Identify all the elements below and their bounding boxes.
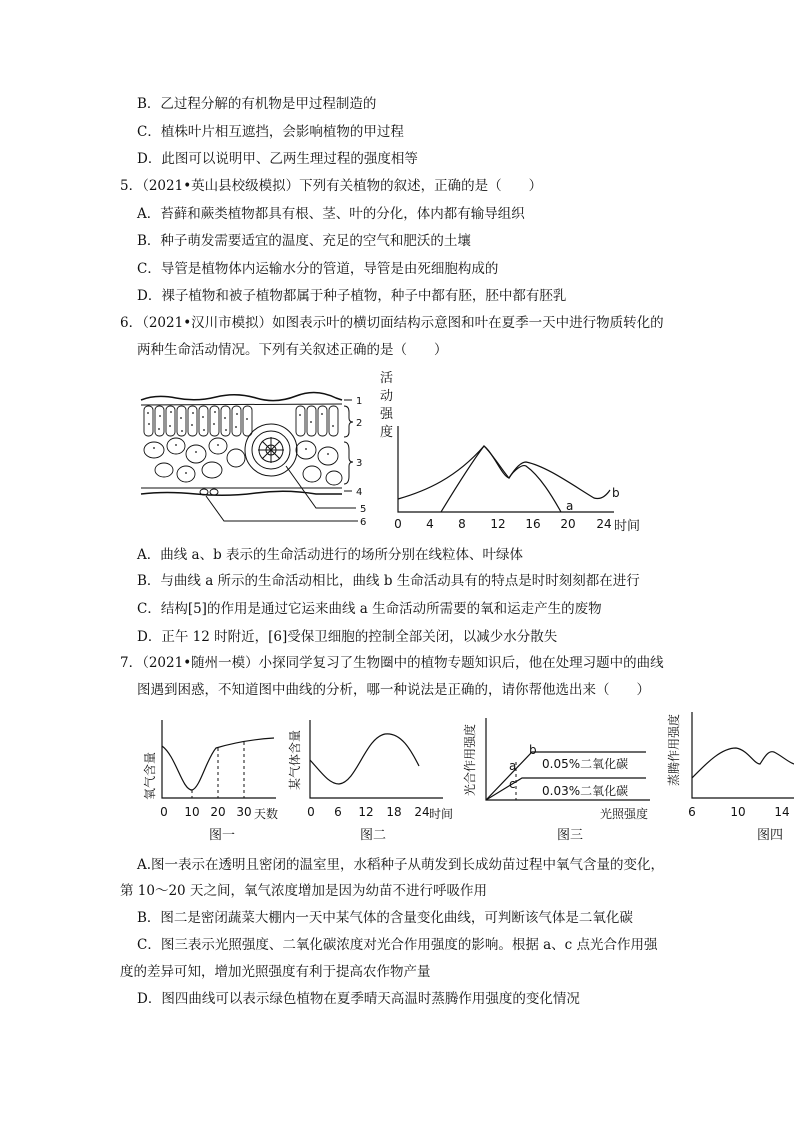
graph-xtick: 4: [426, 517, 434, 531]
q4-option-d: D．此图可以说明甲、乙两生理过程的强度相等: [137, 151, 418, 167]
fig2-xtick: 0: [307, 805, 315, 819]
fig3-caption: 图三: [556, 828, 584, 843]
graph-ylabel-char: 动: [380, 389, 394, 404]
graph-xtick: 24: [596, 517, 612, 531]
q6-option-c: C．结构[5]的作用是通过它运来曲线 a 生命活动所需要的氧和运走产生的废物: [137, 601, 602, 617]
fig3-point-a: a: [509, 759, 517, 773]
fig4-ylabel: 蒸腾作用强度: [667, 713, 681, 787]
q4-option-b: B．乙过程分解的有机物是甲过程制造的: [137, 96, 377, 112]
fig4-curve: [692, 748, 794, 778]
activity-intensity-graph: [376, 366, 656, 538]
fig2-xtick: 6: [334, 805, 342, 819]
fig2-xtick: 12: [358, 805, 374, 819]
fig1-x-unit: 天数: [254, 807, 279, 821]
fig1-ylabel: 氧气含量: [143, 751, 157, 801]
leaf-label-2: 2: [356, 418, 363, 429]
fig4-xtick: 14: [774, 805, 790, 819]
q7-option-a-line1: A.图一表示在透明且密闭的温室里，水稻种子从萌发到长成幼苗过程中氧气含量的变化，: [137, 857, 665, 873]
fig3-point-c: c: [509, 777, 516, 791]
graph-x-unit: 时间: [614, 519, 641, 534]
graph-ylabel-char: 度: [380, 425, 394, 440]
q6-option-d: D．正午 12 时附近，[6]受保卫细胞的控制全部关闭，以减少水分散失: [137, 629, 558, 645]
q4-option-c: C．植株叶片相互遮挡，会影响植物的甲过程: [137, 124, 404, 140]
q5-stem: 5．（2021•英山县校级模拟）下列有关植物的叙述，正确的是（ ）: [120, 178, 543, 194]
q5-option-c: C．导管是植物体内运输水分的管道，导管是由死细胞构成的: [137, 261, 499, 277]
fig2-xtick: 24: [414, 805, 430, 819]
q7-stem-line2: 图遇到困惑，不知道图中曲线的分析，哪一种说法是正确的，请你帮他选出来（ ）: [137, 682, 650, 698]
leaf-label-6: 6: [360, 517, 367, 528]
fig1-axes: [162, 720, 276, 798]
graph-ylabel-char: 活: [380, 371, 394, 386]
q7-option-c-line2: 度的差异可知，增加光照强度有利于提高农作物产量: [120, 964, 431, 980]
fig2-caption: 图二: [359, 828, 387, 843]
fig4-xtick: 10: [730, 805, 746, 819]
fig1-xtick: 30: [236, 805, 252, 819]
leaf-label-1: 1: [356, 396, 363, 407]
q7-option-a-line2: 第 10～20 天之间，氧气浓度增加是因为幼苗不进行呼吸作用: [120, 883, 487, 899]
q7-option-d: D．图四曲线可以表示绿色植物在夏季晴天高温时蒸腾作用强度的变化情况: [137, 991, 580, 1007]
graph-xtick: 12: [490, 517, 506, 531]
fig3-series-low: 0.03%二氧化碳: [542, 784, 629, 798]
q5-option-b: B．种子萌发需要适宜的温度、充足的空气和肥沃的土壤: [137, 233, 471, 249]
fig3-point-b: b: [529, 743, 537, 757]
fig2-ylabel: 某气体含量: [288, 729, 302, 791]
fig1-guide-lines: [192, 742, 244, 798]
q7-option-b: B．图二是密闭蔬菜大棚内一天中某气体的含量变化曲线，可判断该气体是二氧化碳: [137, 910, 633, 926]
fig4-caption: 图四: [756, 828, 784, 843]
fig1-caption: 图一: [208, 828, 236, 843]
q7-option-c-line1: C．图三表示光照强度、二氧化碳浓度对光合作用强度的影响。根据 a、c 点光合作用强: [137, 937, 658, 953]
figure-1: [140, 712, 290, 847]
fig2-axes: [310, 720, 443, 798]
graph-xtick: 8: [458, 517, 466, 531]
fig4-xtick: 6: [688, 805, 696, 819]
q5-option-d: D．裸子植物和被子植物都属于种子植物，种子中都有胚，胚中都有胚乳: [137, 288, 567, 304]
fig1-xtick: 10: [184, 805, 200, 819]
leaf-label-4: 4: [356, 487, 363, 498]
fig3-x-unit: 光照强度: [600, 807, 649, 821]
q6-stem-line1: 6．（2021•汉川市模拟）如图表示叶的横切面结构示意图和叶在夏季一天中进行物质转化的: [120, 315, 664, 331]
curve-a: [441, 446, 561, 512]
leaf-label-3: 3: [356, 458, 363, 469]
graph-xtick: 16: [525, 517, 541, 531]
curve-label-a: a: [566, 499, 574, 513]
leaf-cross-section-figure: [136, 388, 376, 538]
q6-stem-line2: 两种生命活动情况。下列有关叙述正确的是（ ）: [137, 342, 448, 358]
fig2-curve: [310, 734, 419, 784]
fig2-xtick: 18: [386, 805, 402, 819]
graph-ylabel: [380, 371, 394, 440]
graph-ylabel-char: 强: [380, 407, 394, 422]
graph-axes: [398, 426, 614, 512]
leaf-tissue-drawing: [141, 392, 342, 495]
fig3-series-high: 0.05%二氧化碳: [542, 757, 629, 771]
fig1-xtick: 20: [210, 805, 226, 819]
q6-option-a: A．曲线 a、b 表示的生命活动进行的场所分别在线粒体、叶绿体: [137, 547, 524, 563]
figure-3: [460, 712, 660, 847]
fig1-xtick: 0: [160, 805, 168, 819]
curve-label-b: b: [612, 486, 620, 500]
fig2-x-unit: 时间: [429, 807, 454, 821]
graph-xtick: 0: [394, 517, 402, 531]
q5-option-a: A．苔藓和蕨类植物都具有根、茎、叶的分化，体内都有输导组织: [137, 206, 525, 222]
graph-xtick: 20: [560, 517, 576, 531]
figure-4: [664, 702, 794, 847]
q7-stem-line1: 7．（2021•随州一模）小探同学复习了生物圈中的植物专题知识后，他在处理习题中的曲线: [120, 655, 664, 671]
fig1-curve: [162, 738, 274, 790]
q6-option-b: B．与曲线 a 所示的生命活动相比，曲线 b 生命活动具有的特点是时时刻刻都在进行: [137, 573, 640, 589]
fig3-ylabel: 光合作用强度: [463, 723, 477, 797]
leaf-label-5: 5: [360, 504, 367, 515]
figure-2: [285, 712, 460, 847]
